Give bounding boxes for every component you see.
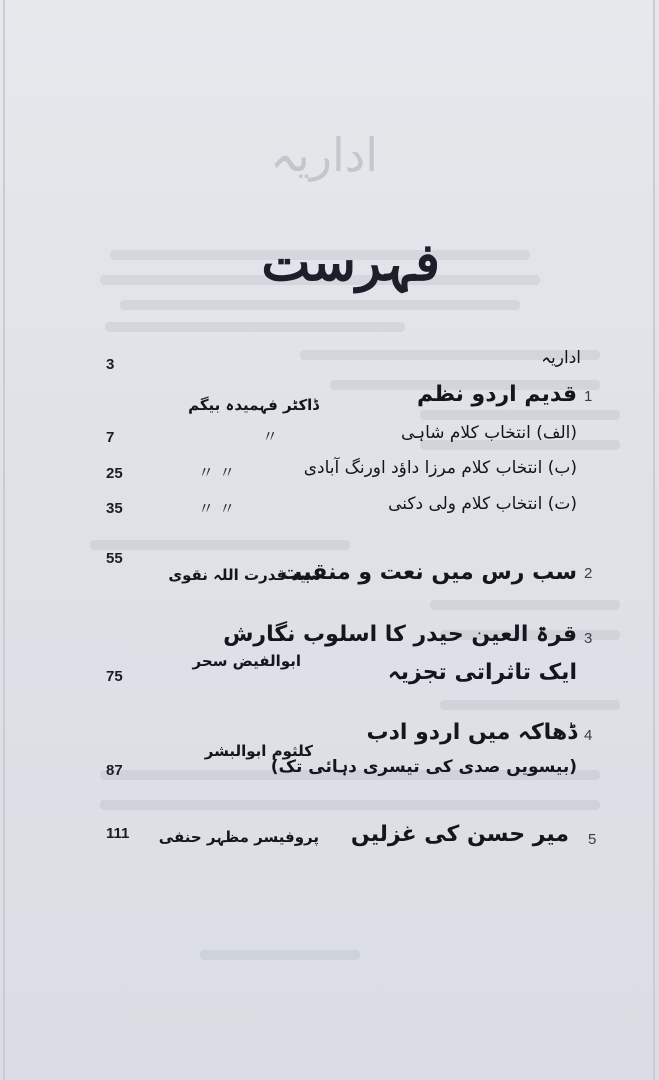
toc-subitem-title: (ب) انتخاب کلام مرزا داؤد اورنگ آبادی xyxy=(303,458,577,478)
toc-item-index: 2 xyxy=(584,565,593,582)
toc-item-subtitle: ایک تاثراتی تجزیہ xyxy=(387,660,577,685)
toc-item-author: ابوالفیض سحر xyxy=(192,652,301,670)
ditto-mark: 〃 〃 xyxy=(198,499,236,518)
ditto-mark: 〃 〃 xyxy=(198,463,236,482)
toc-item-page: 55 xyxy=(106,550,123,567)
toc-subitem-title: (ت) انتخاب کلام ولی دکنی xyxy=(388,494,577,514)
toc-item-index: 3 xyxy=(584,630,593,647)
toc-editorial-title: اداریہ xyxy=(541,348,581,368)
toc-item-title: قدیم اردو نظم xyxy=(416,382,577,407)
bleed-line xyxy=(430,600,620,610)
bleed-through-title: اداریہ xyxy=(270,128,379,182)
toc-item-page: 75 xyxy=(106,668,123,685)
toc-editorial-page: 3 xyxy=(106,356,115,373)
toc-item-index: 5 xyxy=(588,831,597,848)
bleed-line xyxy=(200,950,360,960)
toc-item-title: میر حسن کی غزلیں xyxy=(350,822,569,847)
toc-item-author: پروفیسر مظہر حنفی xyxy=(158,828,319,846)
page-left-edge xyxy=(3,0,5,1080)
toc-item-author: ڈاکٹر فہمیدہ بیگم xyxy=(188,396,319,414)
toc-item-title: قرۃ العین حیدر کا اسلوب نگارش xyxy=(223,622,577,647)
toc-subitem-page: 35 xyxy=(106,500,123,517)
page-right-edge xyxy=(653,0,655,1080)
toc-item-page: 87 xyxy=(106,762,123,779)
toc-item-page: 111 xyxy=(106,825,130,842)
toc-item-subtitle: (بیسویں صدی کی تیسری دہائی تک) xyxy=(270,757,577,777)
toc-item-title: ڈھاکہ میں اردو ادب xyxy=(366,720,577,745)
toc-subitem-page: 25 xyxy=(106,465,123,482)
bleed-line xyxy=(105,322,405,332)
bleed-line xyxy=(440,700,620,710)
toc-subitem-title: (الف) انتخاب کلام شاہی xyxy=(400,423,577,443)
toc-item-title: سب رس میں نعت و منقبت xyxy=(280,560,577,585)
toc-item-index: 1 xyxy=(584,388,593,405)
ditto-mark: 〃 xyxy=(262,427,279,446)
bleed-line xyxy=(90,540,350,550)
toc-subitem-page: 7 xyxy=(106,429,115,446)
bleed-line xyxy=(420,410,620,420)
toc-item-author: کلثوم ابوالبشر xyxy=(204,742,313,760)
bleed-line xyxy=(100,800,600,810)
toc-item-author: سید قدرت اللہ نقوی xyxy=(168,566,321,584)
page-title: فہرست xyxy=(261,232,440,293)
toc-item-index: 4 xyxy=(584,727,593,744)
bleed-line xyxy=(120,300,520,310)
